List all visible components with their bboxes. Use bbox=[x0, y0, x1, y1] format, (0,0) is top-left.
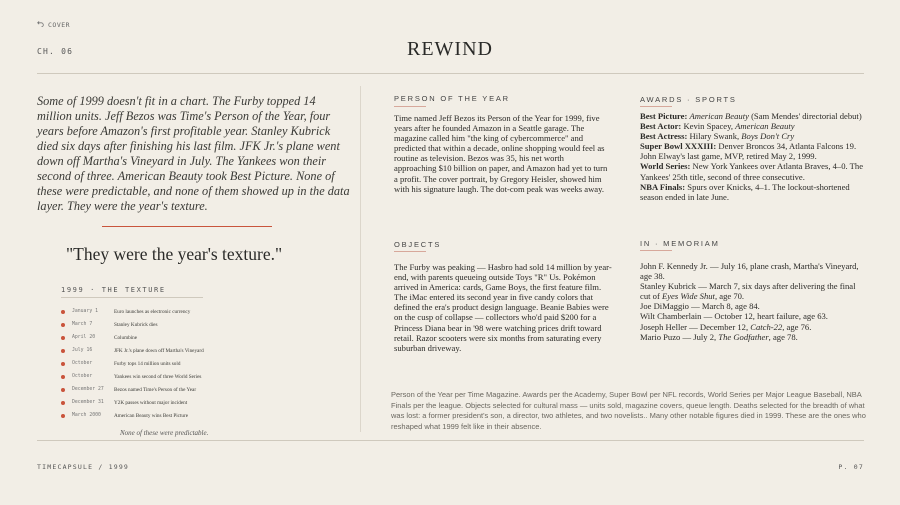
memoriam-text-after: , age 70. bbox=[714, 291, 745, 302]
memoriam-text-after: , age 78. bbox=[768, 331, 798, 342]
timeline-date: December 31 bbox=[72, 400, 104, 405]
accent-rule bbox=[102, 226, 272, 227]
award-detail: American Beauty bbox=[735, 121, 795, 132]
timeline-row bbox=[61, 409, 351, 422]
memoriam-entry bbox=[640, 311, 868, 321]
timeline-date: October bbox=[72, 374, 93, 379]
timeline-date: January 1 bbox=[72, 309, 98, 314]
award-value: American Beauty bbox=[689, 111, 749, 121]
awards-heading: AWARDS · SPORTS bbox=[640, 95, 737, 104]
page-number: P. 07 bbox=[838, 463, 864, 471]
footer-publication: TIMECAPSULE / 1999 bbox=[37, 463, 130, 471]
award-detail: (Sam Mendes' directorial debut) bbox=[748, 111, 862, 121]
objects-heading: OBJECTS bbox=[394, 240, 442, 249]
timeline-row bbox=[61, 396, 351, 409]
memoriam-work-title: Catch-22 bbox=[750, 321, 783, 332]
timeline-event: Euro launches as electronic currency bbox=[114, 308, 191, 315]
timeline-dot bbox=[61, 362, 65, 366]
award-label: NBA Finals: bbox=[640, 181, 686, 192]
timeline-row bbox=[61, 344, 351, 357]
memoriam-work-title: Eyes Wide Shut bbox=[661, 291, 715, 302]
timeline-dot bbox=[61, 323, 65, 327]
award-entry bbox=[640, 121, 868, 131]
timeline-dot bbox=[61, 388, 65, 392]
section-rule bbox=[640, 106, 672, 107]
timeline-row bbox=[61, 318, 351, 331]
timeline-list bbox=[61, 305, 351, 422]
timeline-date: July 16 bbox=[72, 348, 93, 353]
timeline-caption: None of these were predictable. bbox=[120, 429, 209, 437]
timeline-row bbox=[61, 370, 351, 383]
award-value: Kevin Spacey, bbox=[683, 121, 736, 132]
intro-paragraph: Some of 1999 doesn't fit in a chart. The Furby topped 14 million units. Jeff Bezos was Time's Person of the Year, four years before Amazon's first profitable year. Stanley Kubrick died six days after finishing his last film. JFK Jr.'s plane went down off Martha's Vineyard in July. The Yankees won their second of three. American Beauty took Best Picture. None of these were predictable, and none of them showed up in the data layer. They were the year's texture. bbox=[37, 94, 350, 213]
memoriam-text-after: , age 76. bbox=[782, 321, 812, 332]
timeline-event: American Beauty wins Best Picture bbox=[114, 412, 189, 419]
timeline-event: Y2K passes without major incident bbox=[114, 399, 188, 406]
section-rule bbox=[394, 251, 426, 252]
timeline-dot bbox=[61, 310, 65, 314]
award-label: Best Actor: bbox=[640, 121, 682, 132]
sources-note: Person of the Year per Time Magazine. Awards per the Academy, Super Bowl per NFL records, World Series per Major League Baseball, NBA Finals per the league. Objects selected for cultural mass — units sold, magazine covers, queue length. Deaths selected for the breadth of what was lost: a former president's son, a director, two athletes, and two novelists.. Many other notable figures died in 1999. These are the ones who reshaped what 1999 felt like in their absence. bbox=[391, 390, 866, 431]
back-label: COVER bbox=[48, 20, 71, 29]
timeline-heading-rule bbox=[61, 297, 203, 298]
timeline-dot bbox=[61, 401, 65, 405]
timeline-heading: 1999 · THE TEXTURE bbox=[61, 286, 166, 294]
timeline-event: Bezos named Time's Person of the Year bbox=[114, 386, 197, 393]
memoriam-list bbox=[640, 261, 868, 342]
timeline-date: March 2000 bbox=[72, 413, 101, 418]
person-of-year-heading: PERSON OF THE YEAR bbox=[394, 94, 510, 103]
timeline-row bbox=[61, 305, 351, 318]
awards-list bbox=[640, 111, 868, 202]
award-entry bbox=[640, 131, 868, 141]
memoriam-text: Mario Puzo — July 2, bbox=[640, 331, 719, 342]
award-entry bbox=[640, 111, 868, 121]
award-value: Hilary Swank, bbox=[689, 131, 742, 142]
memoriam-entry bbox=[640, 322, 868, 332]
timeline-dot bbox=[61, 336, 65, 340]
timeline-event: Columbine bbox=[114, 334, 138, 341]
memoriam-entry bbox=[640, 281, 868, 301]
back-to-cover-link[interactable] bbox=[37, 20, 70, 29]
memoriam-entry bbox=[640, 261, 868, 281]
memoriam-entry bbox=[640, 301, 868, 311]
award-entry bbox=[640, 182, 868, 202]
memoriam-text: Joe DiMaggio — March 8, age 84. bbox=[640, 301, 760, 312]
section-rule bbox=[394, 106, 426, 107]
timeline-date: October bbox=[72, 361, 93, 366]
column-divider bbox=[360, 86, 361, 432]
timeline-dot bbox=[61, 375, 65, 379]
person-of-year-body: Time named Jeff Bezos its Person of the Year for 1999, five years after he founded Amazon in a Seattle garage. The magazine called him "the king of cybercommerce" and predicted that within a decade, online shopping would feel as routine as television. Bezos was 35, his net worth approaching $10 billion on paper, and Amazon had yet to turn a profit. The cover portrait, by Gregory Heisler, showed him with his signature laugh. The dot-com peak was weeks away. bbox=[394, 113, 608, 194]
timeline-dot bbox=[61, 414, 65, 418]
memoriam-heading: IN · MEMORIAM bbox=[640, 239, 720, 248]
award-label: World Series: bbox=[640, 161, 691, 172]
memoriam-text: John F. Kennedy Jr. — July 16, plane crash, Martha's Vineyard, age 38. bbox=[640, 261, 859, 282]
award-label: Best Picture: bbox=[640, 111, 688, 121]
timeline-event: Stanley Kubrick dies bbox=[114, 321, 158, 328]
award-label: Best Actress: bbox=[640, 131, 688, 142]
timeline-event: JFK Jr.'s plane down off Martha's Vineyard bbox=[114, 347, 204, 354]
back-arrow-icon bbox=[37, 20, 44, 29]
award-entry bbox=[640, 161, 868, 181]
page-title: REWIND bbox=[407, 38, 493, 60]
timeline-dot bbox=[61, 349, 65, 353]
memoriam-text: Wilt Chamberlain — October 12, heart failure, age 63. bbox=[640, 311, 828, 322]
top-divider bbox=[37, 73, 864, 74]
memoriam-work-title: The Godfather bbox=[718, 331, 769, 342]
timeline-event: Yankees win second of three World Series bbox=[114, 373, 202, 380]
objects-body: The Furby was peaking — Hasbro had sold 14 million by year-end, with parents queueing outside Toys "R" Us. Pokémon arrived in America: cards, Game Boys, the first feature film. The iMac entered its second year in five candy colors that defined the era's product design language. Beanie Babies were on the cusp of collapse — collectors who'd paid $200 for a Princess Diana bear in '98 were watching prices drift toward retail. Razor scooters were six months from saturating every suburban driveway. bbox=[394, 262, 612, 353]
timeline-row bbox=[61, 383, 351, 396]
memoriam-entry bbox=[640, 332, 868, 342]
pull-quote: "They were the year's texture." bbox=[66, 244, 283, 264]
award-label: Super Bowl XXXIII: bbox=[640, 141, 717, 152]
award-value: New York Yankees over Atlanta Braves, 4–0. The Yankees' 25th title, second of three consecutive. bbox=[640, 161, 864, 182]
memoriam-text: Joseph Heller — December 12, bbox=[640, 321, 751, 332]
bottom-divider bbox=[37, 440, 864, 441]
award-entry bbox=[640, 141, 868, 161]
section-rule bbox=[640, 250, 672, 251]
timeline-date: December 27 bbox=[72, 387, 104, 392]
chapter-label: CH. 06 bbox=[37, 47, 74, 56]
memoriam-text: Stanley Kubrick — March 7, six days after delivering the final cut of bbox=[640, 281, 856, 302]
award-value: Denver Broncos 34, Atlanta Falcons 19. John Elway's last game, MVP, retired May 2, 1999. bbox=[640, 141, 857, 162]
timeline-date: March 7 bbox=[72, 322, 93, 327]
timeline-row bbox=[61, 357, 351, 370]
timeline-row bbox=[61, 331, 351, 344]
timeline-event: Furby tops 14 million units sold bbox=[114, 360, 181, 367]
award-detail: Boys Don't Cry bbox=[741, 131, 795, 142]
award-value: Spurs over Knicks, 4–1. The lockout-shortened season ended in late June. bbox=[640, 181, 850, 202]
timeline-date: April 20 bbox=[72, 335, 96, 340]
